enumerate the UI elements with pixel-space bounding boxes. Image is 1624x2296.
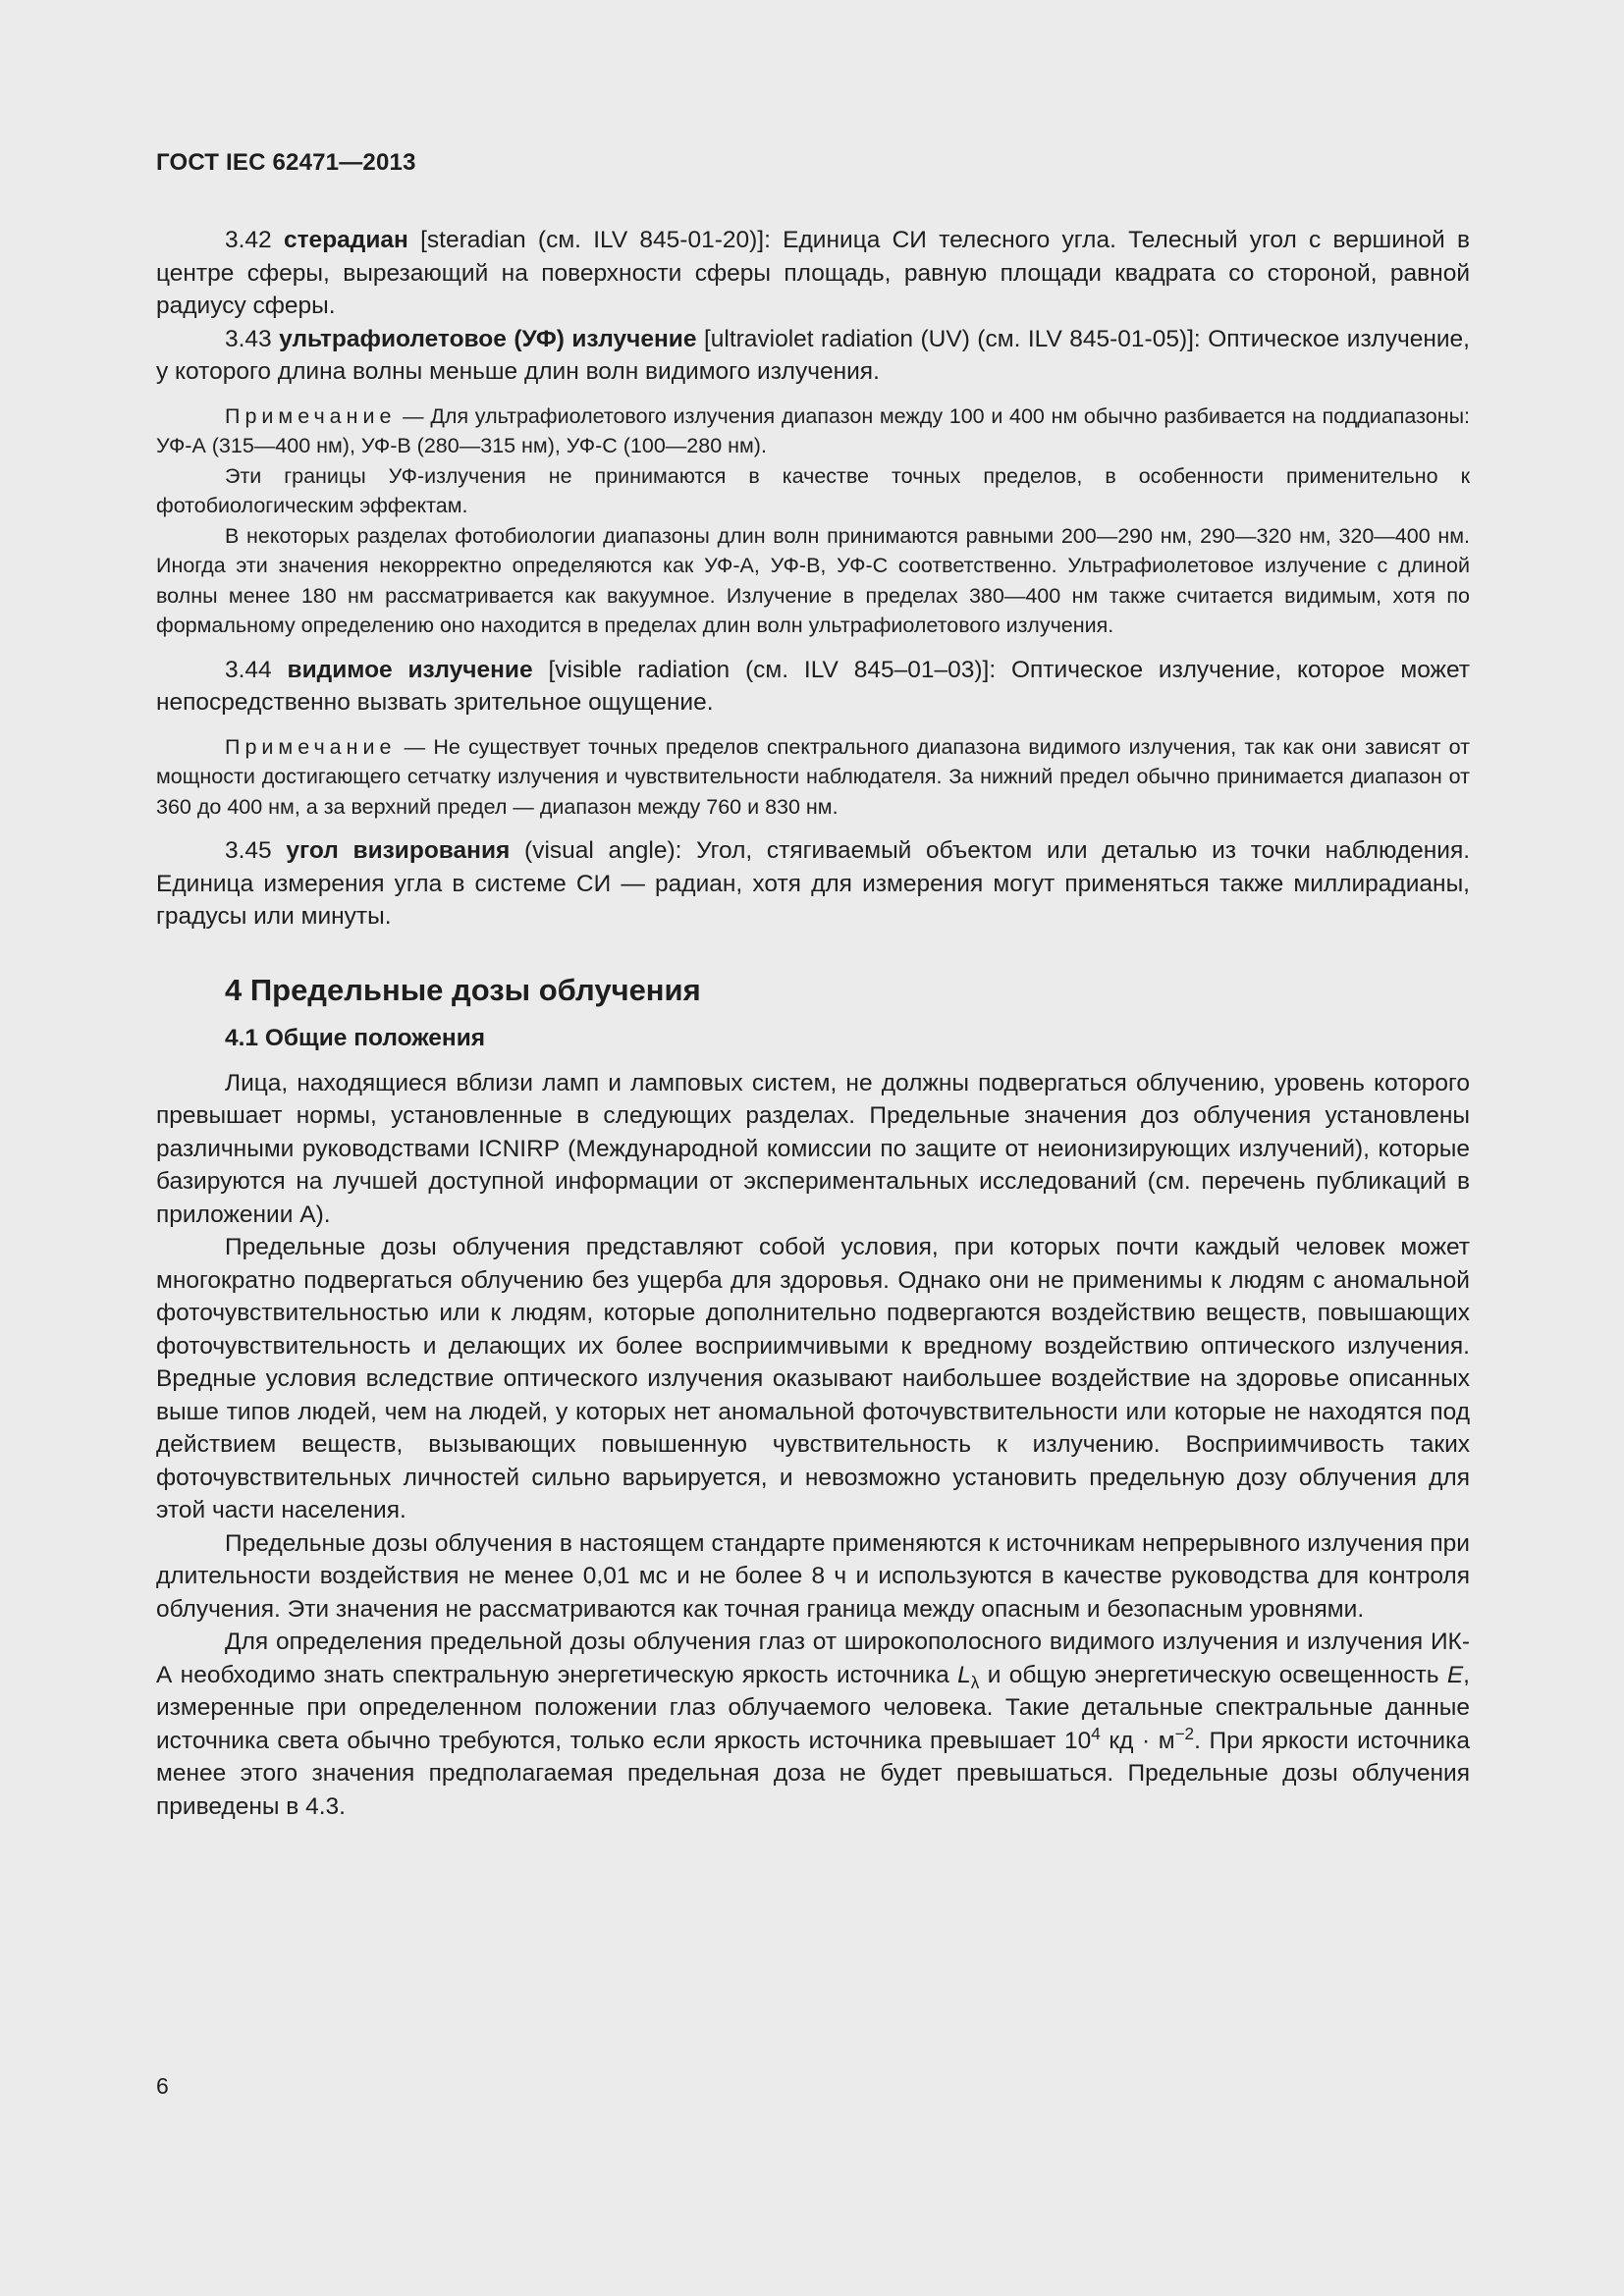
symbol-lambda: λ (970, 1672, 980, 1692)
section-4-1-paragraph-2: Предельные дозы облучения представляют собой условия, при которых почти каждый человек может многократно подвергаться облучению без ущерба для здоровья. Однако они не применимы к людям с аномальной фоточувствительностью или к людям, которые дополнительно подвергаются воздействию веществ, повышающих фоточувствительность и делающих их более восприимчивыми к вредному воздействию оптического излучения. Вредные условия вследствие оптического излучения оказывают наибольшее воздействие на здоровье описанных выше типов людей, чем на людей, у которых нет аномальной фоточувствительности или которые не находятся под действием веществ, вызывающих повышенную чувствительность к излучению. Восприимчивость таких фоточувствительных личностей сильно варьируется, и невозможно установить предельную дозу облучения для этой части населения. (156, 1234, 1470, 1523)
note-uv-3: В некоторых разделах фотобиологии диапазоны длин волн принимаются равными 200—290 нм, 290—320 нм, 320—400 нм. Иногда эти значения некорректно определяются как УФ-А, УФ-В, УФ-С соответственно. Ультрафиолетовое излучение с длиной волны менее 180 нм рассматривается как вакуумное. Излучение в пределах 380—400 нм также считается видимым, хотя по формальному определению оно находится в пределах длин волн ультрафиолетового излучения. (156, 523, 1470, 637)
term-reference: [steradian (см. ILV 845-01-20)]: (420, 227, 771, 253)
term-name: угол визирования (286, 837, 511, 864)
document-header: ГОСТ IEC 62471—2013 (156, 149, 416, 176)
unit-text: кд · м (1109, 1727, 1175, 1754)
note-uv-1 (156, 401, 1470, 461)
note-uv-2: Эти границы УФ-излучения не принимаются в качестве точных пределов, в особенности применительно к фотобиологическим эффектам. (156, 463, 1470, 517)
term-3-45 (156, 834, 1470, 934)
term-reference: (visual angle): (524, 837, 682, 864)
paragraph-text: . При яркости источника менее этого значения предполагаемая предельная доза не будет превышаться. Предельные дозы облучения приведены в 4.3. (156, 1727, 1470, 1820)
note-visible (156, 732, 1470, 823)
clause-number: 3.44 (225, 656, 272, 683)
section-4-1-heading: 4.1 Общие положения (225, 1024, 486, 1051)
term-3-44 (156, 654, 1470, 720)
section-4-heading: 4 Предельные дозы облучения (225, 972, 701, 1007)
paragraph-text: Для определения предельной дозы облучения глаз от широкополосного видимого излучения и излучения ИК-А необходимо знать спектральную энергетическую яркость источника (156, 1629, 1470, 1688)
symbol-L: L (957, 1661, 971, 1688)
note-label: Примечание (225, 403, 397, 428)
term-definition: Единица СИ телесного угла. Телесный угол с вершиной в центре сферы, вырезающий на поверхности сферы площадь, равную площади квадрата со стороной, равной радиусу сферы. (156, 227, 1470, 319)
clause-number: 3.42 (225, 227, 272, 253)
paragraph-text: , измеренные при определенном положении глаз облучаемого человека. Такие детальные спектральные данные источника света обычно требуются, только если яркость источника превышает 10 (156, 1661, 1470, 1754)
clause-number: 3.43 (225, 325, 272, 352)
note-text: — Для ультрафиолетового излучения диапазон между 100 и 400 нм обычно разбивается на поддиапазоны: УФ-А (315—400 нм), УФ-В (280—315 нм), УФ-С (100—280 нм). (156, 403, 1470, 457)
term-3-42 (156, 224, 1470, 323)
exponent-4: 4 (1091, 1723, 1101, 1743)
clause-number: 3.45 (225, 837, 272, 864)
term-definition: Оптическое излучение, которое может непосредственно вызвать зрительное ощущение. (156, 656, 1470, 716)
note-label: Примечание (225, 734, 397, 759)
exponent-minus-2: −2 (1174, 1723, 1195, 1743)
page-number: 6 (156, 2073, 169, 2099)
section-4-1-paragraph-1: Лица, находящиеся вблизи ламп и ламповых систем, не должны подвергаться облучению, уровень которого превышает нормы, установленные в следующих разделах. Предельные значения доз облучения установлены различными руководствами ICNIRP (Международной комиссии по защите от неионизирующих излучений), которые базируются на лучшей доступной информации от экспериментальных исследований (см. перечень публикаций в приложении А). (156, 1069, 1470, 1228)
term-name: стерадиан (283, 227, 408, 253)
term-name: видимое излучение (287, 656, 533, 683)
section-4-1-paragraph-4 (156, 1626, 1470, 1823)
term-3-43 (156, 323, 1470, 389)
term-reference: [visible radiation (см. ILV 845–01–03)]: (548, 656, 997, 683)
symbol-E: E (1446, 1661, 1464, 1688)
section-4-1-paragraph-3: Предельные дозы облучения в настоящем стандарте применяются к источникам непрерывного излучения при длительности воздействия не менее 0,01 мс и не более 8 ч и используются в качестве руководства для контроля облучения. Эти значения не рассматриваются как точная граница между опасным и безопасным уровнями. (156, 1529, 1470, 1623)
term-reference: [ultraviolet radiation (UV) (см. ILV 845-01-05)]: (703, 325, 1201, 352)
note-text: — Не существует точных пределов спектрального диапазона видимого излучения, так как они зависят от мощности достигающего сетчатку излучения и чувствительности наблюдателя. За нижний предел обычно принимается диапазон от 360 до 400 нм, а за верхний предел — диапазон между 760 и 830 нм. (156, 734, 1470, 819)
term-definition: Оптическое излучение, у которого длина волны меньше длин волн видимого излучения. (156, 325, 1470, 385)
page-content (156, 224, 1470, 1823)
term-definition: Угол, стягиваемый объектом или деталью из точки наблюдения. Единица измерения угла в системе СИ — радиан, хотя для измерения могут применяться также миллирадианы, градусы или минуты. (156, 837, 1471, 930)
term-name: ультрафиолетовое (УФ) излучение (279, 325, 697, 352)
paragraph-text: и общую энергетическую освещенность (987, 1661, 1439, 1688)
